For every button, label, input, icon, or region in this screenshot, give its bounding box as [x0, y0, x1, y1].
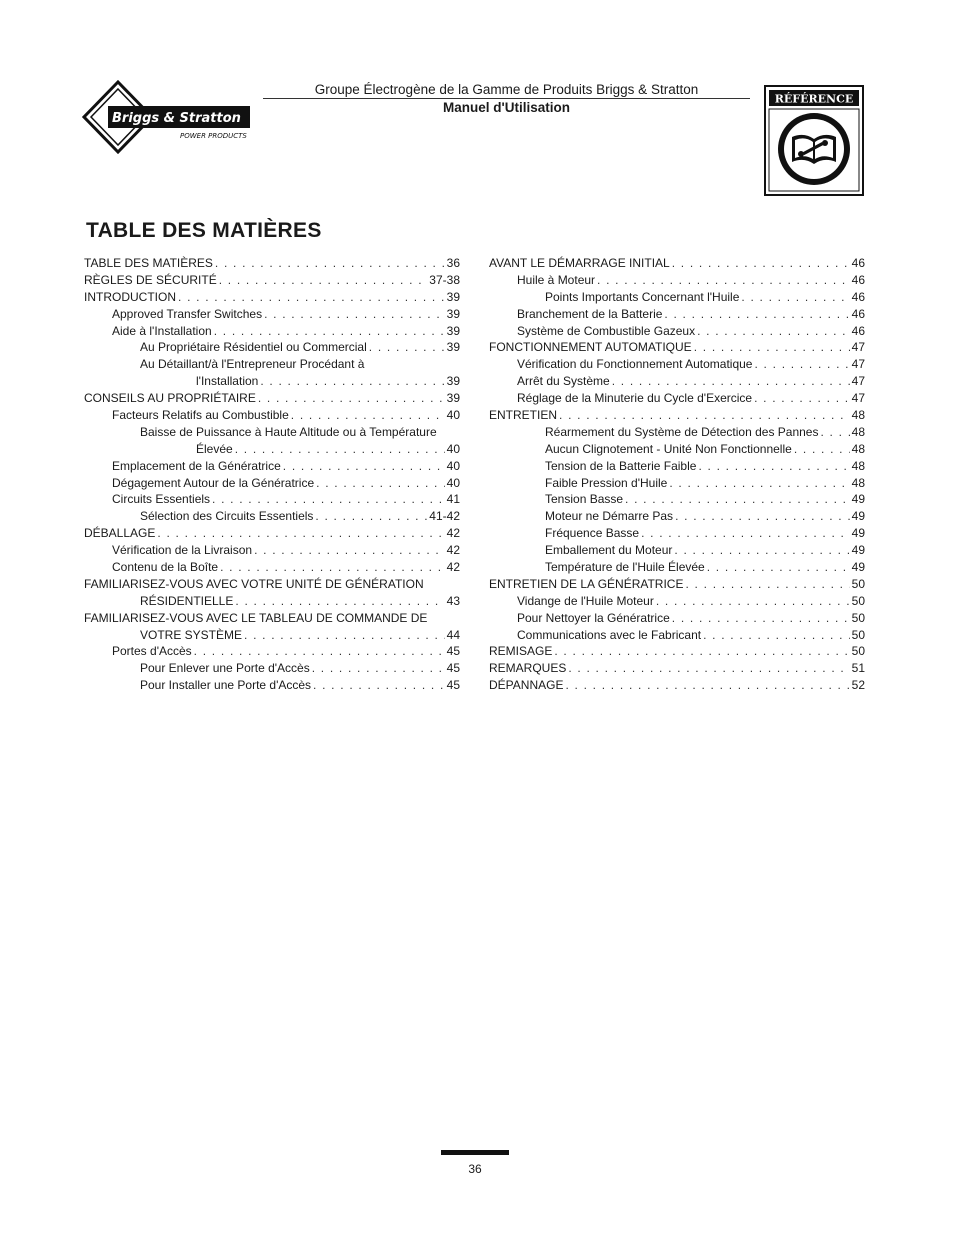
toc-entry	[84, 306, 460, 323]
toc-dot-leader	[741, 289, 849, 306]
toc-entry-title: Tension Basse	[545, 492, 624, 507]
toc-entry-title: DÉPANNAGE	[489, 678, 564, 693]
toc-entry	[489, 407, 865, 424]
toc-entry-title: Au Détaillant/à l'Entrepreneur Procédant à	[140, 357, 365, 372]
toc-entry-page: 51	[851, 661, 865, 676]
toc-entry-page: 45	[446, 678, 460, 693]
toc-entry	[84, 424, 460, 441]
toc-dot-leader	[597, 272, 850, 289]
toc-entry-page: 42	[446, 560, 460, 575]
toc-entry-page: 41	[446, 492, 460, 507]
toc-dot-leader	[754, 356, 849, 373]
toc-entry-title: CONSEILS AU PROPRIÉTAIRE	[84, 391, 256, 406]
toc-dot-leader	[220, 559, 445, 576]
toc-dot-leader	[283, 458, 445, 475]
toc-entry-title: INTRODUCTION	[84, 289, 176, 304]
toc-entry	[84, 390, 460, 407]
toc-entry	[84, 289, 460, 306]
toc-entry	[84, 576, 460, 593]
toc-entry	[489, 441, 865, 458]
toc-entry-title: DÉBALLAGE	[84, 526, 156, 541]
brand-name: Briggs & Stratton	[112, 111, 241, 126]
toc-dot-leader	[675, 508, 850, 525]
toc-entry-page: 48	[851, 408, 865, 423]
toc-entry-page: 50	[851, 593, 865, 608]
toc-dot-leader	[194, 643, 445, 660]
toc-entry-title: Facteurs Relatifs au Combustible	[112, 408, 289, 423]
toc-entry	[84, 610, 460, 627]
toc-entry-page: 47	[851, 340, 865, 355]
toc-dot-leader	[235, 593, 444, 610]
toc-entry	[489, 306, 865, 323]
toc-entry	[84, 660, 460, 677]
document-subtitle: Groupe Électrogène de la Gamme de Produits Briggs & Stratton	[314, 82, 699, 97]
toc-entry-page: 39	[446, 374, 460, 389]
toc-dot-leader	[260, 373, 444, 390]
toc-dot-leader	[568, 660, 849, 677]
toc-column-right	[489, 255, 865, 694]
reference-badge	[764, 85, 864, 196]
toc-entry-page: 49	[851, 492, 865, 507]
toc-entry-page: 40	[446, 408, 460, 423]
toc-dot-leader	[565, 677, 849, 694]
toc-entry-page: 37-38	[429, 272, 460, 287]
toc-entry-page: 39	[446, 340, 460, 355]
toc-column-left	[84, 255, 460, 694]
toc-entry-page: 50	[851, 610, 865, 625]
toc-entry-title: Portes d'Accès	[112, 644, 192, 659]
document-title: Manuel d'Utilisation	[443, 100, 570, 115]
toc-entry-title: REMISAGE	[489, 644, 553, 659]
toc-entry-title: TABLE DES MATIÈRES	[84, 256, 213, 270]
toc-entry-title: Huile à Moteur	[517, 272, 596, 287]
toc-entry-page: 52	[851, 678, 865, 693]
toc-dot-leader	[254, 542, 445, 559]
toc-entry-page: 36	[446, 256, 460, 270]
toc-entry-title: ENTRETIEN DE LA GÉNÉRATRICE	[489, 576, 684, 591]
toc-entry-page: 50	[851, 627, 865, 642]
toc-dot-leader	[178, 289, 445, 306]
toc-entry-page: 49	[851, 526, 865, 541]
toc-entry-title: Température de l'Huile Élevée	[545, 560, 705, 575]
toc-dot-leader	[697, 323, 850, 340]
toc-entry	[84, 356, 460, 373]
toc-entry-title: Élevée	[196, 441, 233, 456]
toc-entry-page: 40	[446, 458, 460, 473]
toc-entry	[84, 627, 460, 644]
toc-entry	[489, 677, 865, 694]
toc-entry-title: Réglage de la Minuterie du Cycle d'Exercice	[517, 391, 753, 406]
toc-entry-title: FONCTIONNEMENT AUTOMATIQUE	[489, 340, 692, 355]
toc-entry-title: Aucun Clignotement - Unité Non Fonctionnelle	[545, 441, 792, 456]
toc-dot-leader	[369, 339, 445, 356]
toc-entry	[489, 255, 865, 272]
toc-entry	[84, 441, 460, 458]
toc-entry-title: Pour Nettoyer la Génératrice	[517, 610, 670, 625]
toc-entry	[489, 272, 865, 289]
toc-dot-leader	[664, 306, 849, 323]
toc-entry-page: 46	[851, 323, 865, 338]
toc-entry-page: 48	[851, 441, 865, 456]
toc-entry-title: Contenu de la Boîte	[112, 560, 219, 575]
toc-entry	[84, 255, 460, 272]
toc-entry-title: RÉSIDENTIELLE	[140, 593, 234, 608]
toc-entry-page: 43	[446, 593, 460, 608]
toc-entry-page: 48	[851, 424, 865, 439]
toc-entry-title: Baisse de Puissance à Haute Altitude ou à Température	[140, 424, 437, 439]
toc-entry-page: 42	[446, 543, 460, 558]
toc-dot-leader	[219, 272, 428, 289]
header-divider	[263, 98, 750, 99]
toc-entry	[489, 593, 865, 610]
toc-entry-title: ENTRETIEN	[489, 408, 558, 423]
toc-entry	[84, 542, 460, 559]
toc-dot-leader	[794, 441, 850, 458]
toc-entry	[489, 525, 865, 542]
toc-entry-title: Dégagement Autour de la Génératrice	[112, 475, 315, 490]
toc-entry	[489, 660, 865, 677]
toc-entry-page: 48	[851, 458, 865, 473]
toc-entry	[489, 323, 865, 340]
toc-dot-leader	[258, 390, 445, 407]
page-number: 36	[468, 1162, 482, 1176]
toc-entry	[489, 610, 865, 627]
toc-dot-leader	[820, 424, 849, 441]
toc-entry-title: Réarmement du Système de Détection des Pannes	[545, 424, 819, 439]
toc-dot-leader	[612, 373, 850, 390]
toc-dot-leader	[625, 491, 850, 508]
toc-entry-title: FAMILIARISEZ-VOUS AVEC VOTRE UNITÉ DE GÉNÉRATION	[84, 576, 424, 591]
toc-entry-title: Aide à l'Installation	[112, 323, 212, 338]
toc-dot-leader	[212, 491, 445, 508]
toc-dot-leader	[313, 677, 445, 694]
toc-entry	[84, 373, 460, 390]
page-title: TABLE DES MATIÈRES	[86, 219, 322, 242]
toc-dot-leader	[264, 306, 445, 323]
page-number-bar	[441, 1150, 509, 1155]
toc-entry-page: 39	[446, 323, 460, 338]
toc-entry	[489, 390, 865, 407]
toc-entry-page: 46	[851, 272, 865, 287]
toc-entry	[489, 475, 865, 492]
brand-tagline: POWER PRODUCTS	[180, 132, 247, 140]
toc-entry-page: 45	[446, 644, 460, 659]
toc-entry-title: Pour Installer une Porte d'Accès	[140, 678, 312, 693]
toc-dot-leader	[685, 576, 849, 593]
toc-entry-title: Vidange de l'Huile Moteur	[517, 593, 654, 608]
toc-entry-title: REMARQUES	[489, 661, 567, 676]
toc-entry-page: 46	[851, 289, 865, 304]
toc-dot-leader	[674, 542, 849, 559]
toc-dot-leader	[554, 643, 849, 660]
toc-entry-page: 46	[851, 306, 865, 321]
toc-entry	[489, 424, 865, 441]
toc-dot-leader	[641, 525, 850, 542]
toc-entry-page: 40	[446, 441, 460, 456]
toc-entry-page: 47	[851, 357, 865, 372]
toc-entry	[84, 407, 460, 424]
toc-entry	[489, 491, 865, 508]
toc-entry-page: 50	[851, 644, 865, 659]
toc-entry-title: Fréquence Basse	[545, 526, 640, 541]
toc-entry-title: Vérification du Fonctionnement Automatique	[517, 357, 753, 372]
toc-entry-title: Points Importants Concernant l'Huile	[545, 289, 740, 304]
toc-entry-page: 39	[446, 306, 460, 321]
toc-entry	[84, 677, 460, 694]
toc-dot-leader	[215, 255, 445, 272]
toc-dot-leader	[235, 441, 445, 458]
toc-entry-title: Pour Enlever une Porte d'Accès	[140, 661, 310, 676]
toc-entry-title: l'Installation	[196, 374, 259, 389]
toc-dot-leader	[754, 390, 850, 407]
toc-entry-title: AVANT LE DÉMARRAGE INITIAL	[489, 256, 670, 270]
toc-dot-leader	[315, 508, 427, 525]
toc-dot-leader	[291, 407, 445, 424]
toc-entry	[84, 458, 460, 475]
toc-entry	[489, 339, 865, 356]
toc-entry-page: 42	[446, 526, 460, 541]
toc-entry-title: FAMILIARISEZ-VOUS AVEC LE TABLEAU DE COMMANDE DE	[84, 610, 428, 625]
toc-entry	[84, 339, 460, 356]
toc-entry	[489, 559, 865, 576]
toc-entry-title: Circuits Essentiels	[112, 492, 211, 507]
toc-entry-title: RÈGLES DE SÉCURITÉ	[84, 272, 217, 287]
toc-dot-leader	[656, 593, 850, 610]
toc-entry-page: 47	[851, 391, 865, 406]
toc-entry-title: Approved Transfer Switches	[112, 306, 263, 321]
toc-entry-page: 45	[446, 661, 460, 676]
toc-entry	[489, 458, 865, 475]
toc-entry-title: Au Propriétaire Résidentiel ou Commercial	[140, 340, 367, 355]
toc-dot-leader	[316, 475, 445, 492]
toc-entry-title: Emballement du Moteur	[545, 543, 673, 558]
toc-entry-title: Vérification de la Livraison	[112, 543, 253, 558]
toc-entry	[489, 627, 865, 644]
toc-entry	[489, 356, 865, 373]
toc-entry	[489, 576, 865, 593]
toc-entry-page: 48	[851, 475, 865, 490]
toc-entry	[489, 542, 865, 559]
toc-entry-page: 40	[446, 475, 460, 490]
toc-entry	[84, 491, 460, 508]
toc-dot-leader	[157, 525, 444, 542]
toc-entry	[84, 559, 460, 576]
toc-entry-page: 49	[851, 509, 865, 524]
toc-entry-page: 44	[446, 627, 460, 642]
toc-entry-title: Faible Pression d'Huile	[545, 475, 668, 490]
toc-entry-title: Système de Combustible Gazeux	[517, 323, 696, 338]
toc-dot-leader	[669, 475, 849, 492]
briggs-stratton-logo	[82, 80, 254, 154]
toc-dot-leader	[312, 660, 445, 677]
toc-entry	[84, 525, 460, 542]
toc-entry	[84, 593, 460, 610]
open-book-icon	[792, 135, 836, 164]
toc-entry	[84, 272, 460, 289]
toc-dot-leader	[707, 559, 850, 576]
toc-entry	[84, 475, 460, 492]
toc-entry	[489, 508, 865, 525]
toc-entry	[84, 643, 460, 660]
toc-entry-page: 46	[851, 256, 865, 270]
toc-entry	[84, 508, 460, 525]
toc-entry-title: Communications avec le Fabricant	[517, 627, 702, 642]
toc-entry-page: 47	[851, 374, 865, 389]
toc-entry-page: 49	[851, 543, 865, 558]
toc-dot-leader	[672, 610, 850, 627]
toc-entry-page: 39	[446, 289, 460, 304]
reference-label: RÉFÉRENCE	[774, 92, 854, 106]
toc-entry-title: Moteur ne Démarre Pas	[545, 509, 674, 524]
toc-entry	[489, 289, 865, 306]
toc-entry-page: 39	[446, 391, 460, 406]
toc-dot-leader	[703, 627, 850, 644]
toc-dot-leader	[214, 323, 445, 340]
toc-entry-title: Tension de la Batterie Faible	[545, 458, 697, 473]
toc-dot-leader	[672, 255, 850, 272]
toc-dot-leader	[244, 627, 445, 644]
toc-entry	[84, 323, 460, 340]
toc-entry	[489, 373, 865, 390]
toc-entry-page: 41-42	[429, 509, 460, 524]
toc-dot-leader	[698, 458, 849, 475]
toc-entry-title: VOTRE SYSTÈME	[140, 627, 243, 642]
toc-dot-leader	[694, 339, 850, 356]
toc-entry-title: Sélection des Circuits Essentiels	[140, 509, 314, 524]
toc-dot-leader	[559, 407, 850, 424]
toc-entry-title: Emplacement de la Génératrice	[112, 458, 281, 473]
toc-entry-page: 50	[851, 576, 865, 591]
toc-entry-title: Arrêt du Système	[517, 374, 610, 389]
toc-entry-page: 49	[851, 560, 865, 575]
toc-entry-title: Branchement de la Batterie	[517, 306, 663, 321]
toc-entry	[489, 643, 865, 660]
